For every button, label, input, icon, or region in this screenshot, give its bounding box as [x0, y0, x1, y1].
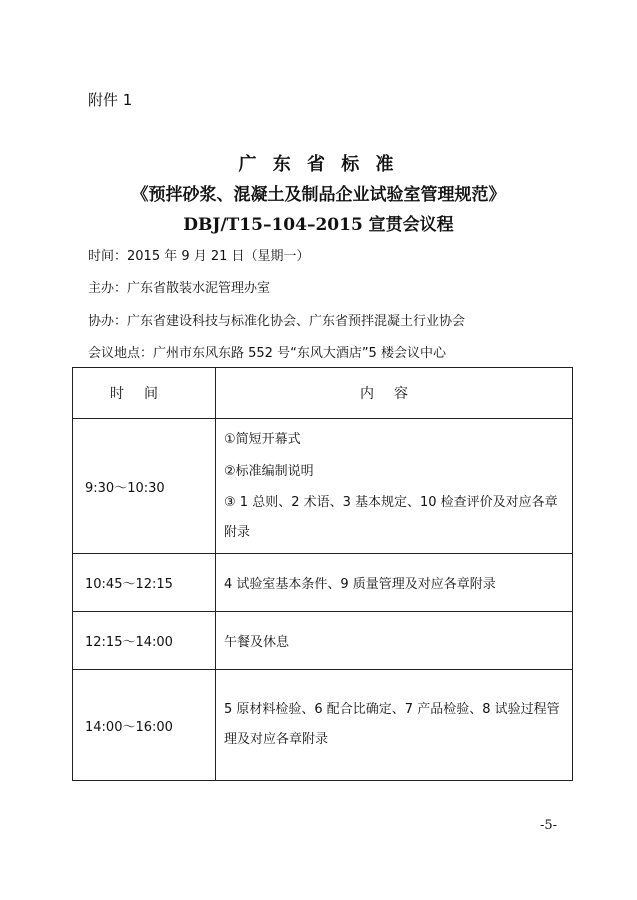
title-line-3: DBJ/T15–104–2015 宣贯会议程 — [183, 215, 454, 235]
meeting-venue: 会议地点：广州市东风东路 552 号“东风大酒店”5 楼会议中心 — [88, 346, 446, 361]
table-header-row — [73, 368, 573, 419]
content-item: ②标准编制说明 — [224, 464, 314, 479]
content-item: 4 试验室基本条件、9 质量管理及对应各章附录 — [224, 577, 496, 592]
row-content — [216, 670, 573, 781]
table-row — [73, 670, 573, 781]
page-number: -5- — [540, 818, 558, 833]
meeting-host: 主办：广东省散装水泥管理办室 — [88, 281, 271, 296]
table-row — [73, 419, 573, 554]
row-time: 14:00～16:00 — [73, 670, 216, 781]
title-line-1: 广 东 省 标 准 — [238, 154, 399, 175]
row-content — [216, 554, 573, 612]
row-content — [216, 419, 573, 554]
header-time: 时间 — [73, 368, 216, 419]
row-time: 12:15～14:00 — [73, 612, 216, 670]
content-item: ①简短开幕式 — [224, 432, 301, 447]
content-item: ③ 1 总则、2 术语、3 基本规定、10 检查评价及对应各章附录 — [224, 495, 558, 540]
content-item: 午餐及休息 — [224, 635, 290, 650]
meeting-time: 时间：2015 年 9 月 21 日（星期一） — [88, 249, 310, 264]
title-line-2: 《预拌砂浆、混凝土及制品企业试验室管理规范》 — [131, 185, 506, 205]
table-row — [73, 554, 573, 612]
content-item: 5 原材料检验、6 配合比确定、7 产品检验、8 试验过程管理及对应各章附录 — [224, 702, 560, 747]
attachment-label: 附件 1 — [88, 91, 133, 109]
table-row — [73, 612, 573, 670]
meeting-cohost: 协办：广东省建设科技与标准化协会、广东省预拌混凝土行业协会 — [88, 314, 466, 329]
header-content: 内容 — [216, 368, 573, 419]
row-time: 10:45～12:15 — [73, 554, 216, 612]
row-content — [216, 612, 573, 670]
row-time: 9:30～10:30 — [73, 419, 216, 554]
agenda-table — [72, 367, 573, 781]
